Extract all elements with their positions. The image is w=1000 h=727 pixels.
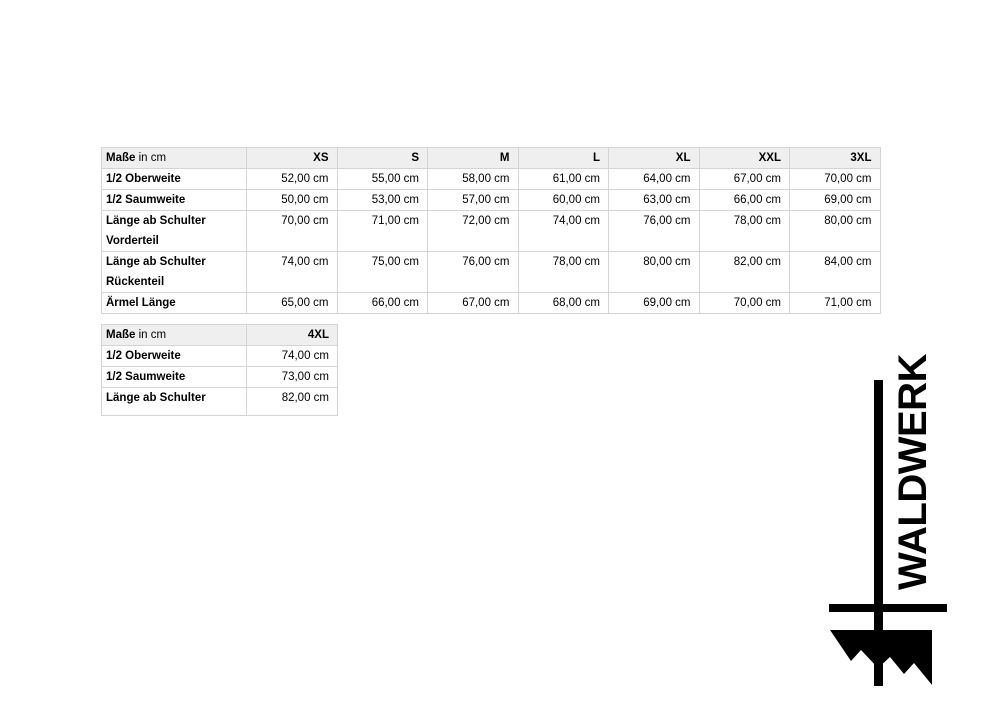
- size-header-cell: XL: [609, 148, 700, 169]
- header-label-unit: in cm: [135, 329, 167, 341]
- size-table-main-body: [102, 148, 881, 314]
- table-row: [102, 190, 881, 211]
- row-label-cell: [102, 211, 247, 252]
- measurement-cell: 70,00 cm: [790, 169, 881, 190]
- table-header-row: [102, 148, 881, 169]
- row-label-cell: [102, 293, 247, 314]
- size-header-cell: S: [337, 148, 428, 169]
- table-row: [102, 211, 881, 252]
- row-label-cell: [102, 388, 247, 416]
- size-header-cell: XXL: [699, 148, 790, 169]
- measurement-cell: 82,00 cm: [699, 252, 790, 293]
- measurement-cell: 69,00 cm: [790, 190, 881, 211]
- size-header-cell: XS: [247, 148, 338, 169]
- measurement-cell: 66,00 cm: [699, 190, 790, 211]
- header-label-unit: in cm: [135, 152, 167, 164]
- measurement-cell: 58,00 cm: [428, 169, 519, 190]
- measurement-cell: 76,00 cm: [428, 252, 519, 293]
- row-label-line: 1/2 Oberweite: [106, 350, 181, 362]
- row-label-line: Ärmel Länge: [106, 297, 176, 309]
- table-row: [102, 252, 881, 293]
- row-label-line: Vorderteil: [106, 235, 159, 247]
- size-header-cell: M: [428, 148, 519, 169]
- logo-horizontal-bar: [829, 604, 947, 612]
- row-label-line: Rückenteil: [106, 276, 165, 288]
- row-label-line: Länge ab Schulter: [106, 256, 206, 268]
- row-label-cell: [102, 367, 247, 388]
- measurement-cell: 78,00 cm: [699, 211, 790, 252]
- measurement-cell: 67,00 cm: [699, 169, 790, 190]
- size-header-cell: L: [518, 148, 609, 169]
- measurement-cell: 74,00 cm: [247, 346, 338, 367]
- measurement-cell: 64,00 cm: [609, 169, 700, 190]
- measurement-cell: 67,00 cm: [428, 293, 519, 314]
- measurement-cell: 80,00 cm: [790, 211, 881, 252]
- table-row: [102, 367, 338, 388]
- measurement-cell: 72,00 cm: [428, 211, 519, 252]
- measurement-cell: 80,00 cm: [609, 252, 700, 293]
- size-header-cell: 4XL: [247, 325, 338, 346]
- measurement-cell: 84,00 cm: [790, 252, 881, 293]
- row-label-cell: [102, 252, 247, 293]
- measurement-cell: 52,00 cm: [247, 169, 338, 190]
- measurement-cell: 55,00 cm: [337, 169, 428, 190]
- row-label-line: Länge ab Schulter: [106, 392, 206, 404]
- table-row: [102, 388, 338, 416]
- header-label-bold: Maße: [106, 152, 136, 164]
- measurement-cell: 70,00 cm: [699, 293, 790, 314]
- row-label-cell: [102, 169, 247, 190]
- measurement-cell: 73,00 cm: [247, 367, 338, 388]
- size-table-extra: [101, 324, 338, 416]
- measurement-cell: 75,00 cm: [337, 252, 428, 293]
- measurement-cell: 68,00 cm: [518, 293, 609, 314]
- measurement-cell: 61,00 cm: [518, 169, 609, 190]
- header-label-cell: [102, 325, 247, 346]
- measurement-cell: 63,00 cm: [609, 190, 700, 211]
- table-row: [102, 169, 881, 190]
- size-table-extra-body: [102, 325, 338, 416]
- row-label-cell: [102, 190, 247, 211]
- row-label-line: 1/2 Saumweite: [106, 194, 186, 206]
- measurement-cell: 71,00 cm: [790, 293, 881, 314]
- measurement-cell: 76,00 cm: [609, 211, 700, 252]
- measurement-cell: 50,00 cm: [247, 190, 338, 211]
- measurement-cell: 70,00 cm: [247, 211, 338, 252]
- measurement-cell: 82,00 cm: [247, 388, 338, 416]
- measurement-cell: 66,00 cm: [337, 293, 428, 314]
- measurement-cell: 65,00 cm: [247, 293, 338, 314]
- measurement-cell: 60,00 cm: [518, 190, 609, 211]
- table-row: [102, 293, 881, 314]
- table-row: [102, 346, 338, 367]
- row-label-cell: [102, 346, 247, 367]
- header-label-bold: Maße: [106, 329, 136, 341]
- row-label-line: 1/2 Oberweite: [106, 173, 181, 185]
- header-label-cell: [102, 148, 247, 169]
- measurement-cell: 57,00 cm: [428, 190, 519, 211]
- row-label-line: 1/2 Saumweite: [106, 371, 186, 383]
- row-label-line: Länge ab Schulter: [106, 215, 206, 227]
- measurement-cell: 71,00 cm: [337, 211, 428, 252]
- measurement-cell: 53,00 cm: [337, 190, 428, 211]
- size-header-cell: 3XL: [790, 148, 881, 169]
- table-header-row: [102, 325, 338, 346]
- size-table-main: [101, 147, 881, 314]
- measurement-cell: 78,00 cm: [518, 252, 609, 293]
- logo-wordmark: WALDWERK: [891, 354, 935, 590]
- measurement-cell: 69,00 cm: [609, 293, 700, 314]
- measurement-cell: 74,00 cm: [247, 252, 338, 293]
- measurement-cell: 74,00 cm: [518, 211, 609, 252]
